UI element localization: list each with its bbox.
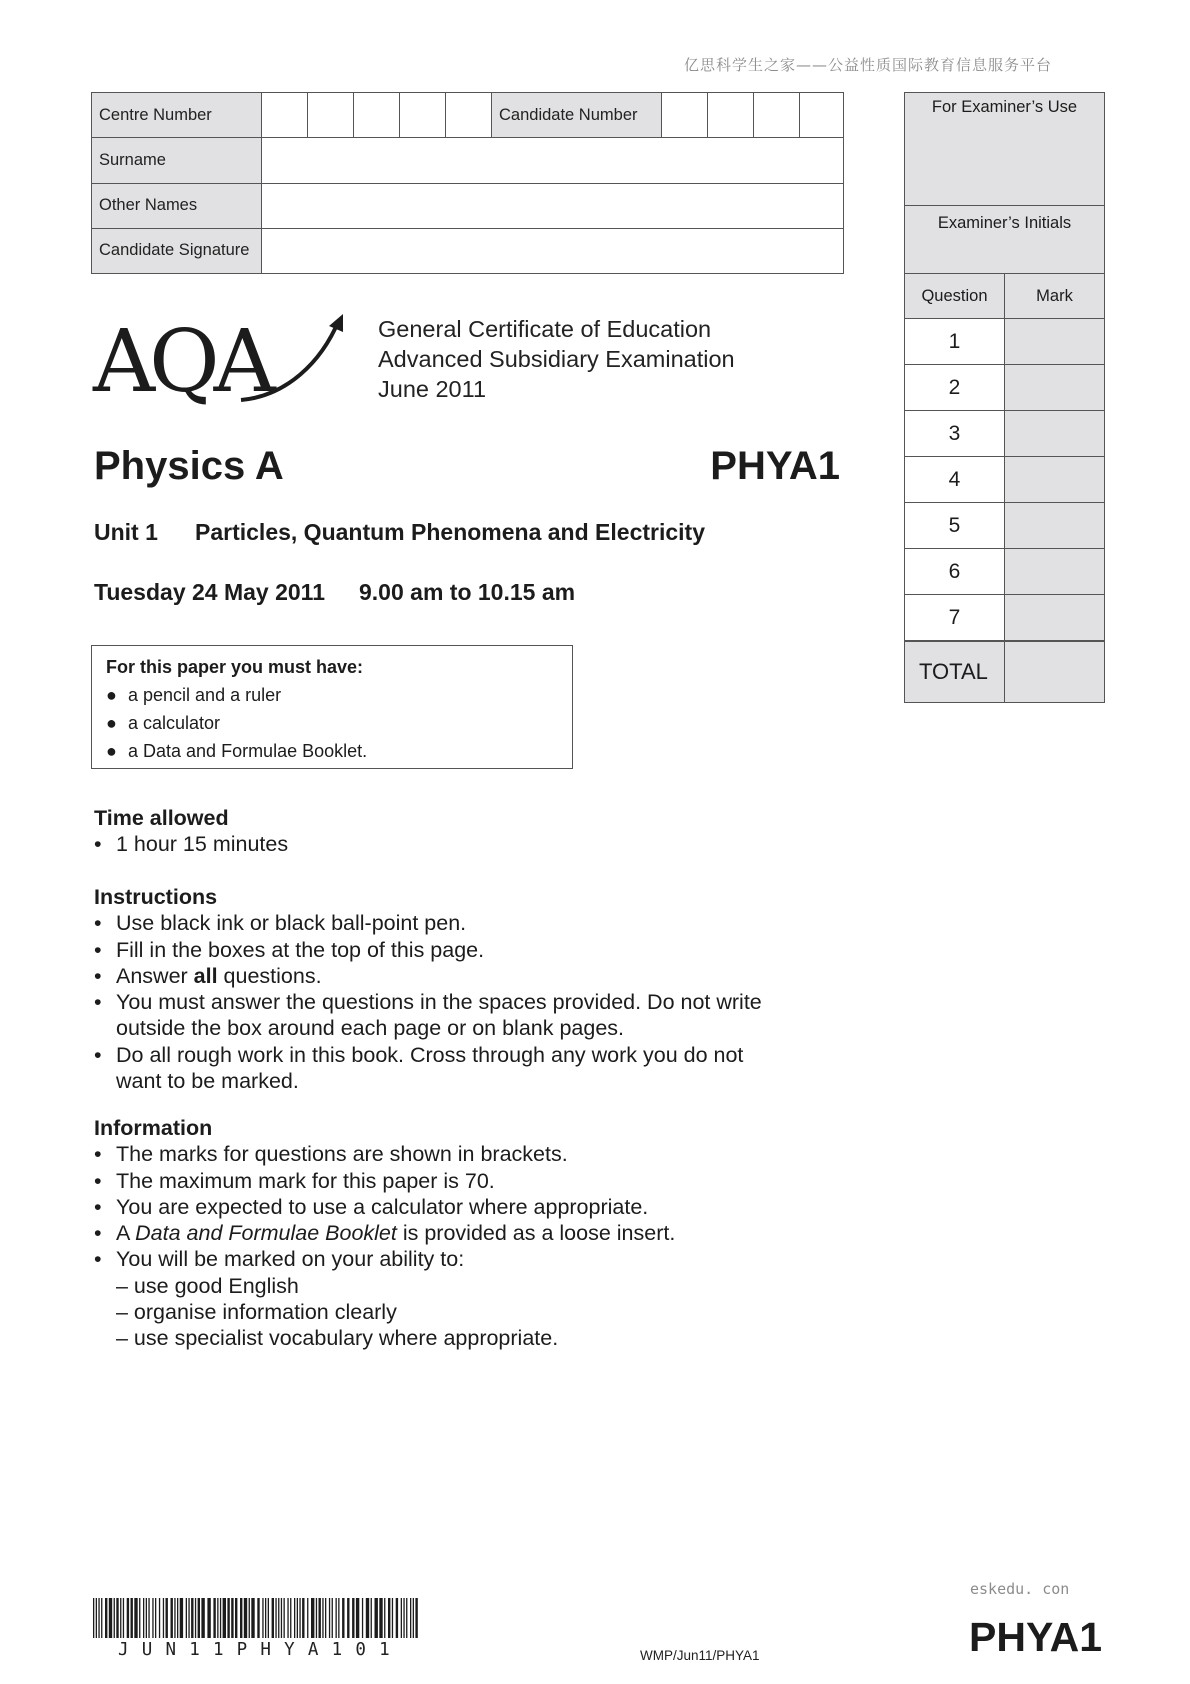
barcode-bar: [410, 1598, 411, 1638]
question-number: 1: [905, 319, 1005, 365]
barcode-bar: [262, 1598, 263, 1638]
barcode-bar: [166, 1598, 168, 1638]
barcode-bar: [396, 1598, 398, 1638]
list-item: • You are expected to use a calculator where appropriate.: [94, 1194, 649, 1219]
other-names-field[interactable]: [262, 183, 844, 228]
barcode-bar: [319, 1598, 321, 1638]
certificate-line: June 2011: [378, 376, 487, 402]
certificate-line: General Certificate of Education: [378, 316, 712, 342]
barcode-bar: [109, 1598, 112, 1638]
barcode-bar: [297, 1598, 298, 1638]
barcode-bar: [223, 1598, 226, 1638]
barcode-bar: [93, 1598, 94, 1638]
barcode-bar: [278, 1598, 279, 1638]
exam-date-line: [94, 579, 575, 606]
barcode-bar: [217, 1598, 218, 1638]
barcode-bar: [186, 1598, 187, 1638]
list-item: • Answer all questions.: [94, 963, 322, 988]
marks-table: [905, 274, 1104, 702]
signature-label: Candidate Signature: [92, 228, 262, 273]
barcode-bar: [116, 1598, 118, 1638]
barcode: [93, 1598, 419, 1638]
barcode-bar: [384, 1598, 385, 1638]
barcode-bar: [201, 1598, 204, 1638]
list-item: • Fill in the boxes at the top of this page.: [94, 937, 485, 962]
watermark-text: 亿思科学生之家——公益性质国际教育信息服务平台: [683, 56, 1052, 74]
barcode-bar: [143, 1598, 144, 1638]
barcode-bar: [96, 1598, 97, 1638]
barcode-bar: [240, 1598, 242, 1638]
barcode-bar: [257, 1598, 259, 1638]
candidate-number-box[interactable]: [800, 93, 844, 138]
barcode-bar: [284, 1598, 285, 1638]
barcode-bar: [220, 1598, 221, 1638]
barcode-bar: [180, 1598, 183, 1638]
list-item: • A Data and Formulae Booklet is provided as a loose insert.: [94, 1221, 676, 1246]
question-number: 4: [905, 457, 1005, 503]
list-item: • The marks for questions are shown in brackets.: [94, 1142, 568, 1167]
barcode-bar: [123, 1598, 124, 1638]
mark-cell: [1005, 319, 1105, 365]
list-item: • The maximum mark for this paper is 70.: [94, 1168, 495, 1193]
barcode-bar: [231, 1598, 233, 1638]
barcode-bar: [272, 1598, 274, 1638]
barcode-bar: [244, 1598, 247, 1638]
candidate-number-box[interactable]: [754, 93, 800, 138]
barcode-bar: [311, 1598, 314, 1638]
mark-column-header: Mark: [1005, 274, 1105, 319]
barcode-bar: [356, 1598, 359, 1638]
barcode-bar: [322, 1598, 323, 1638]
surname-field[interactable]: [262, 138, 844, 183]
list-item: • Use black ink or black ball-point pen.: [94, 911, 467, 936]
certificate-line: Advanced Subsidiary Examination: [378, 346, 735, 372]
barcode-bar: [174, 1598, 175, 1638]
examiner-panel: [904, 92, 1105, 703]
question-number: 5: [905, 503, 1005, 549]
barcode-bar: [287, 1598, 288, 1638]
paper-code: PHYA1: [710, 444, 840, 488]
barcode-bar: [347, 1598, 349, 1638]
centre-number-label: Centre Number: [92, 93, 262, 138]
barcode-bar: [392, 1598, 393, 1638]
mark-cell: [1005, 365, 1105, 411]
section-heading: Instructions: [94, 885, 218, 909]
barcode-bar: [403, 1598, 404, 1638]
barcode-bar: [148, 1598, 149, 1638]
mark-cell: [1005, 549, 1105, 595]
barcode-bar: [371, 1598, 372, 1638]
barcode-bar: [171, 1598, 173, 1638]
barcode-bar: [163, 1598, 164, 1638]
centre-number-box[interactable]: [446, 93, 492, 138]
list-item: • You will be marked on your ability to:: [94, 1247, 465, 1272]
barcode-bar: [401, 1598, 402, 1638]
exam-date: Tuesday 24 May 2011: [94, 579, 325, 605]
time-allowed-section: [94, 805, 854, 858]
instructions-section: [94, 884, 854, 1094]
total-mark-cell: [1005, 641, 1105, 702]
barcode-bar: [366, 1598, 369, 1638]
barcode-bar: [120, 1598, 121, 1638]
barcode-bar: [415, 1598, 417, 1638]
barcode-bar: [213, 1598, 215, 1638]
aqa-logo: [91, 308, 351, 408]
barcode-bar: [188, 1598, 189, 1638]
question-column-header: Question: [905, 274, 1005, 319]
barcode-bar: [294, 1598, 295, 1638]
barcode-bar: [275, 1598, 276, 1638]
barcode-bar: [338, 1598, 339, 1638]
barcode-bar: [342, 1598, 344, 1638]
barcode-bar: [325, 1598, 326, 1638]
barcode-bar: [114, 1598, 115, 1638]
mark-cell: [1005, 503, 1105, 549]
barcode-bar: [177, 1598, 178, 1638]
subject-title: Physics A: [94, 444, 284, 488]
question-number: 2: [905, 365, 1005, 411]
barcode-bar: [127, 1598, 129, 1638]
barcode-bar: [207, 1598, 210, 1638]
mark-cell: [1005, 595, 1105, 642]
barcode-bar: [332, 1598, 333, 1638]
candidate-number-label: Candidate Number: [492, 93, 662, 138]
mark-cell: [1005, 411, 1105, 457]
barcode-bar: [195, 1598, 196, 1638]
barcode-bar: [227, 1598, 229, 1638]
examiner-initials-label: Examiner’s Initials: [905, 206, 1104, 274]
barcode-bar: [101, 1598, 102, 1638]
centre-number-box[interactable]: [354, 93, 400, 138]
barcode-bar: [388, 1598, 390, 1638]
candidate-details-table: [91, 92, 844, 274]
total-label: TOTAL: [905, 641, 1005, 702]
barcode-bar: [146, 1598, 147, 1638]
unit-title: Particles, Quantum Phenomena and Electricity: [195, 519, 705, 545]
barcode-bar: [413, 1598, 414, 1638]
barcode-bar: [134, 1598, 137, 1638]
barcode-bar: [131, 1598, 133, 1638]
barcode-bar: [152, 1598, 153, 1638]
barcode-bar: [98, 1598, 99, 1638]
candidate-number-box[interactable]: [708, 93, 754, 138]
barcode-bar: [299, 1598, 300, 1638]
list-item: • Do all rough work in this book. Cross through any work you do not want to be marked.: [94, 1042, 744, 1094]
information-section: [94, 1115, 854, 1352]
list-item: • 1 hour 15 minutes: [94, 832, 289, 857]
barcode-bar: [336, 1598, 337, 1638]
signature-field[interactable]: [262, 228, 844, 273]
question-number: 7: [905, 595, 1005, 642]
barcode-bar: [406, 1598, 407, 1638]
list-item: • You must answer the questions in the spaces provided. Do not write outside the box around each page or on blank pages.: [94, 990, 762, 1041]
barcode-bar: [139, 1598, 140, 1638]
barcode-bar: [159, 1598, 160, 1638]
barcode-bar: [375, 1598, 378, 1638]
footer-paper-code: PHYA1: [969, 1614, 1102, 1660]
barcode-bar: [302, 1598, 304, 1638]
barcode-number: JUN11PHYA101: [118, 1640, 403, 1660]
barcode-bar: [316, 1598, 317, 1638]
barcode-bar: [290, 1598, 291, 1638]
barcode-bar: [191, 1598, 193, 1638]
unit-line: [94, 519, 705, 546]
centre-number-box[interactable]: [262, 93, 308, 138]
barcode-bar: [268, 1598, 269, 1638]
paper-reference: WMP/Jun11/PHYA1: [640, 1648, 760, 1663]
list-item: ● a Data and Formulae Booklet.: [106, 741, 368, 761]
must-have-box: [91, 645, 573, 769]
exam-time: 9.00 am to 10.15 am: [359, 579, 576, 605]
examiner-use-header: For Examiner’s Use: [905, 93, 1104, 206]
barcode-bar: [307, 1598, 308, 1638]
barcode-bar: [352, 1598, 354, 1638]
barcode-bar: [105, 1598, 107, 1638]
barcode-bar: [251, 1598, 254, 1638]
barcode-bar: [329, 1598, 330, 1638]
must-have-heading: For this paper you must have:: [106, 657, 364, 677]
question-number: 3: [905, 411, 1005, 457]
barcode-bar: [198, 1598, 200, 1638]
barcode-bar: [235, 1598, 237, 1638]
barcode-bar: [362, 1598, 363, 1638]
other-names-label: Other Names: [92, 183, 262, 228]
aqa-logo-text: AQA: [93, 312, 270, 408]
centre-number-box[interactable]: [308, 93, 354, 138]
site-watermark: eskedu. con: [970, 1580, 1070, 1598]
certificate-block: [378, 314, 735, 404]
barcode-bar: [281, 1598, 282, 1638]
list-item: ● a pencil and a ruler: [106, 685, 282, 705]
section-heading: Information: [94, 1116, 213, 1140]
barcode-bar: [265, 1598, 266, 1638]
section-heading: Time allowed: [94, 806, 229, 830]
surname-label: Surname: [92, 138, 262, 183]
unit-number: Unit 1: [94, 519, 158, 545]
sub-list-item: – use good English: [116, 1273, 299, 1298]
candidate-number-box[interactable]: [662, 93, 708, 138]
question-number: 6: [905, 549, 1005, 595]
barcode-bar: [155, 1598, 156, 1638]
sub-list-item: – organise information clearly: [116, 1300, 397, 1325]
list-item: ● a calculator: [106, 713, 221, 733]
mark-cell: [1005, 457, 1105, 503]
barcode-bar: [379, 1598, 382, 1638]
sub-list-item: – use specialist vocabulary where appropriate.: [116, 1326, 559, 1351]
barcode-bar: [249, 1598, 250, 1638]
centre-number-box[interactable]: [400, 93, 446, 138]
